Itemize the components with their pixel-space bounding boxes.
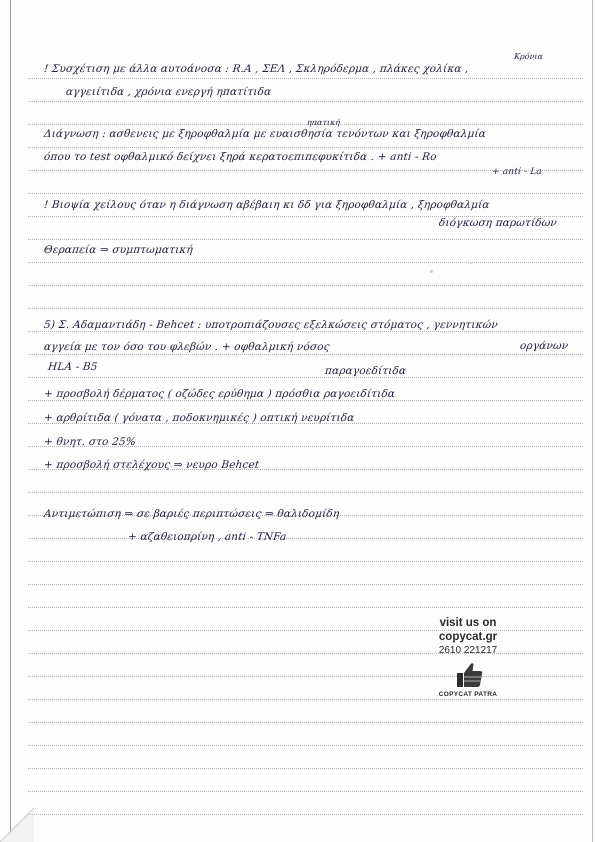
stamp-visit-text: visit us on [439, 617, 497, 629]
ruled-line [28, 561, 583, 562]
ruled-line [28, 193, 583, 194]
handwritten-line: + προσβολή στελέχους ⇒ νευρο Behcet [43, 459, 260, 471]
ruled-line [28, 78, 583, 79]
ruled-line [28, 699, 583, 700]
handwritten-line: HLA - B5 [47, 361, 99, 373]
stamp-website: copycat.gr [438, 631, 498, 643]
handwritten-line: αγγεία με τον όσο του φλεβών . + οφθαλμική νόσος [43, 341, 331, 353]
thumbs-up-icon [448, 660, 488, 690]
handwritten-line: ! Βιοψία χείλους όταν η διάγνωση αβέβαιη κι δδ για ξηροφθαλμία , ξηροφθαλμία [43, 199, 491, 211]
handwritten-line: Αντιμετώπιση ⇒ σε βαριές περιπτώσεις ⇒ θαλιδομίδη [43, 508, 340, 520]
handwritten-insert: Κρόνια [513, 52, 544, 61]
ruled-line [28, 768, 583, 769]
scan-speck [430, 270, 433, 273]
handwritten-line: + anti - La [491, 167, 543, 177]
ruled-line [28, 814, 583, 815]
ruled-line [28, 262, 583, 263]
page-right-edge [592, 0, 593, 842]
handwritten-line: + αζαθειοπρίνη , anti - TNFa [127, 531, 287, 543]
handwritten-line: + αρθρίτιδα ( γόνατα , ποδοκνημικές ) οπτική νευρίτιδα [43, 412, 356, 424]
ruled-line [28, 285, 583, 286]
ruled-line [28, 124, 583, 125]
handwritten-line: διόγκωση παρωτίδων [438, 217, 558, 229]
ruled-line [28, 147, 583, 148]
stamp-brand: COPYCAT PATRA [438, 691, 498, 698]
handwritten-line: Διάγνωση : ασθενεις με ξηροφθαλμία με ευαισθησία τενόντων και ξηροφθαλμία [43, 128, 487, 140]
ruled-line [28, 538, 583, 539]
ruled-line [28, 722, 583, 723]
ruled-line [28, 308, 583, 309]
handwritten-line: + θνητ. στο 25% [43, 436, 137, 448]
ruled-line [28, 354, 583, 355]
stamp-phone: 2610 221217 [438, 645, 498, 656]
handwritten-insert: ηπατική [306, 118, 341, 127]
handwritten-line: ! Συσχέτιση με άλλα αυτοάνοσα : R.A , ΣΕΛ , Σκληρόδερμα , πλάκες χολίκα , [43, 63, 470, 75]
ruled-line [28, 492, 583, 493]
page-left-edge [10, 0, 11, 842]
handwritten-line: αγγειίτιδα , χρόνια ενεργή ηπατίτιδα [65, 86, 272, 98]
ruled-line [28, 239, 583, 240]
scan-speck [470, 262, 472, 264]
ruled-line [28, 584, 583, 585]
ruled-line [28, 400, 583, 401]
ruled-line [28, 331, 583, 332]
handwritten-line: + προσβολή δέρματος ( οζώδες ερύθημα ) πρόσθια ραγοειδίτιδα [43, 388, 396, 400]
handwritten-line: οργάνων [519, 340, 569, 352]
ruled-line [28, 745, 583, 746]
handwritten-line: όπου το test οφθαλμικό δείχνει ξηρά κερατοεπιπεφυκίτιδα . + anti - Ro [43, 151, 438, 163]
handwritten-line: Θεραπεία ⇒ συμπτωματική [43, 244, 194, 256]
ruled-line [28, 377, 583, 378]
copycat-stamp [413, 616, 523, 699]
handwritten-line: παραγοεδίτιδα [324, 365, 407, 377]
ruled-line [28, 607, 583, 608]
handwritten-line: 5) Σ. Αδαμαντιάδη - Behcet : υποτροπιάζουσες εξελκώσεις στόματος , γεννητικών [43, 319, 499, 331]
ruled-line [28, 101, 583, 102]
ruled-line [28, 791, 583, 792]
